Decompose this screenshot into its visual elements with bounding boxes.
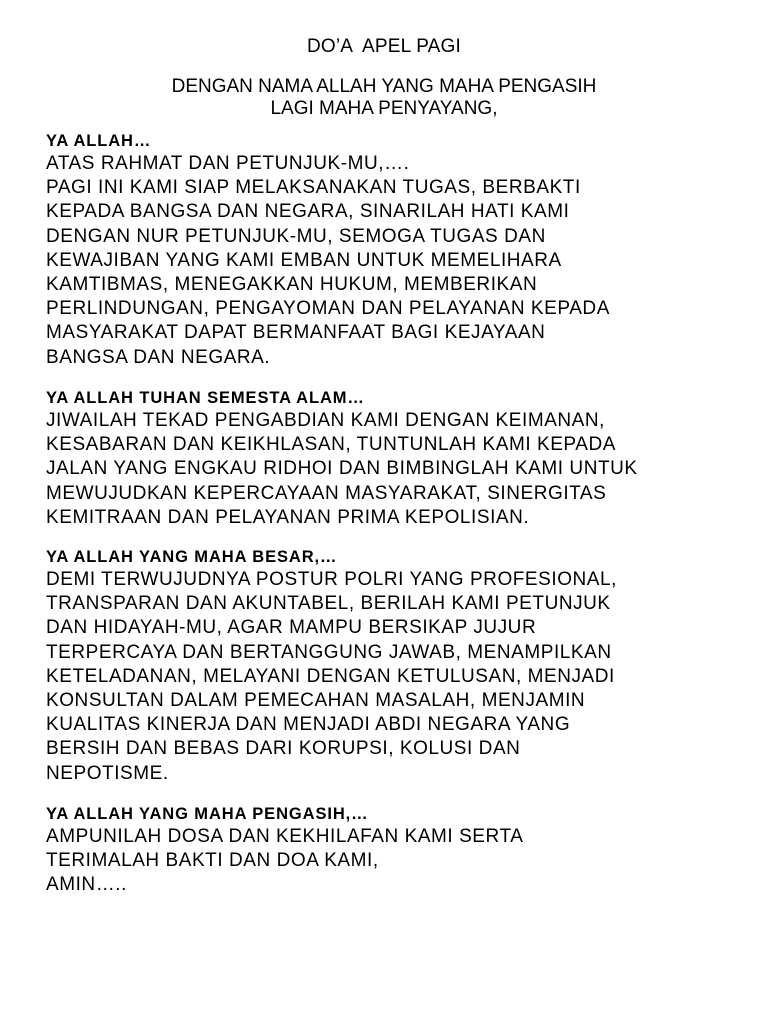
prayer-section-2 bbox=[46, 387, 746, 530]
body-line: KEMITRAAN DAN PELAYANAN PRIMA KEPOLISIAN. bbox=[46, 506, 530, 528]
document-title: DO’A APEL PAGI bbox=[306, 36, 461, 57]
body-line: JALAN YANG ENGKAU RIDHOI DAN BIMBINGLAH KAMI UNTUK bbox=[46, 458, 638, 480]
body-line: KESABARAN DAN KEIKHLASAN, TUNTUNLAH KAMI KEPADA bbox=[46, 434, 616, 456]
body-line: KAMTIBMAS, MENEGAKKAN HUKUM, MEMBERIKAN bbox=[46, 274, 538, 296]
body-line: BANGSA DAN NEGARA. bbox=[46, 346, 271, 368]
closing-amin: AMIN….. bbox=[46, 874, 127, 896]
body-line: PERLINDUNGAN, PENGAYOMAN DAN PELAYANAN KEPADA bbox=[46, 298, 610, 320]
body-line: KEWAJIBAN YANG KAMI EMBAN UNTUK MEMELIHARA bbox=[46, 249, 562, 271]
body-line: DEMI TERWUJUDNYA POSTUR POLRI YANG PROFESIONAL, bbox=[46, 569, 617, 590]
body-line: TERIMALAH BAKTI DAN DOA KAMI, bbox=[46, 850, 379, 872]
body-line: NEPOTISME. bbox=[46, 762, 169, 784]
section-heading: YA ALLAH YANG MAHA BESAR,… bbox=[46, 548, 338, 566]
body-line: TRANSPARAN DAN AKUNTABEL, BERILAH KAMI PETUNJUK bbox=[46, 593, 611, 615]
body-line: DENGAN NUR PETUNJUK-MU, SEMOGA TUGAS DAN bbox=[46, 225, 546, 247]
body-line: AMPUNILAH DOSA DAN KEKHILAFAN KAMI SERTA bbox=[46, 826, 524, 847]
body-line: ATAS RAHMAT DAN PETUNJUK-MU,…. bbox=[46, 153, 410, 174]
body-line: DAN HIDAYAH-MU, AGAR MAMPU BERSIKAP JUJUR bbox=[46, 617, 537, 639]
body-line: KUALITAS KINERJA DAN MENJADI ABDI NEGARA YANG bbox=[46, 714, 571, 736]
body-line: MEWUJUDKAN KEPERCAYAAN MASYARAKAT, SINERGITAS bbox=[46, 482, 607, 504]
body-line: KONSULTAN DALAM PEMECAHAN MASALAH, MENJAMIN bbox=[46, 690, 586, 712]
body-line: MASYARAKAT DAPAT BERMANFAAT BAGI KEJAYAAN bbox=[46, 322, 546, 344]
opening-invocation bbox=[0, 76, 768, 120]
body-line: JIWAILAH TEKAD PENGABDIAN KAMI DENGAN KEIMANAN, bbox=[46, 410, 606, 431]
opening-invocation-line-2: LAGI MAHA PENYAYANG, bbox=[270, 98, 498, 119]
opening-invocation-line-1: DENGAN NAMA ALLAH YANG MAHA PENGASIH bbox=[171, 76, 597, 97]
body-line: BERSIH DAN BEBAS DARI KORUPSI, KOLUSI DAN bbox=[46, 738, 521, 760]
body-line: KEPADA BANGSA DAN NEGARA, SINARILAH HATI KAMI bbox=[46, 201, 570, 223]
section-heading: YA ALLAH YANG MAHA PENGASIH,… bbox=[46, 805, 369, 823]
body-line: PAGI INI KAMI SIAP MELAKSANAKAN TUGAS, BERBAKTI bbox=[46, 177, 581, 199]
section-heading: YA ALLAH TUHAN SEMESTA ALAM… bbox=[46, 389, 365, 407]
prayer-section-3 bbox=[46, 546, 746, 786]
body-line: KETELADANAN, MELAYANI DENGAN KETULUSAN, MENJADI bbox=[46, 665, 615, 687]
prayer-section-4 bbox=[46, 803, 746, 898]
section-heading: YA ALLAH… bbox=[46, 132, 152, 150]
body-line: TERPERCAYA DAN BERTANGGUNG JAWAB, MENAMPILKAN bbox=[46, 641, 612, 663]
prayer-section-1 bbox=[46, 130, 746, 370]
